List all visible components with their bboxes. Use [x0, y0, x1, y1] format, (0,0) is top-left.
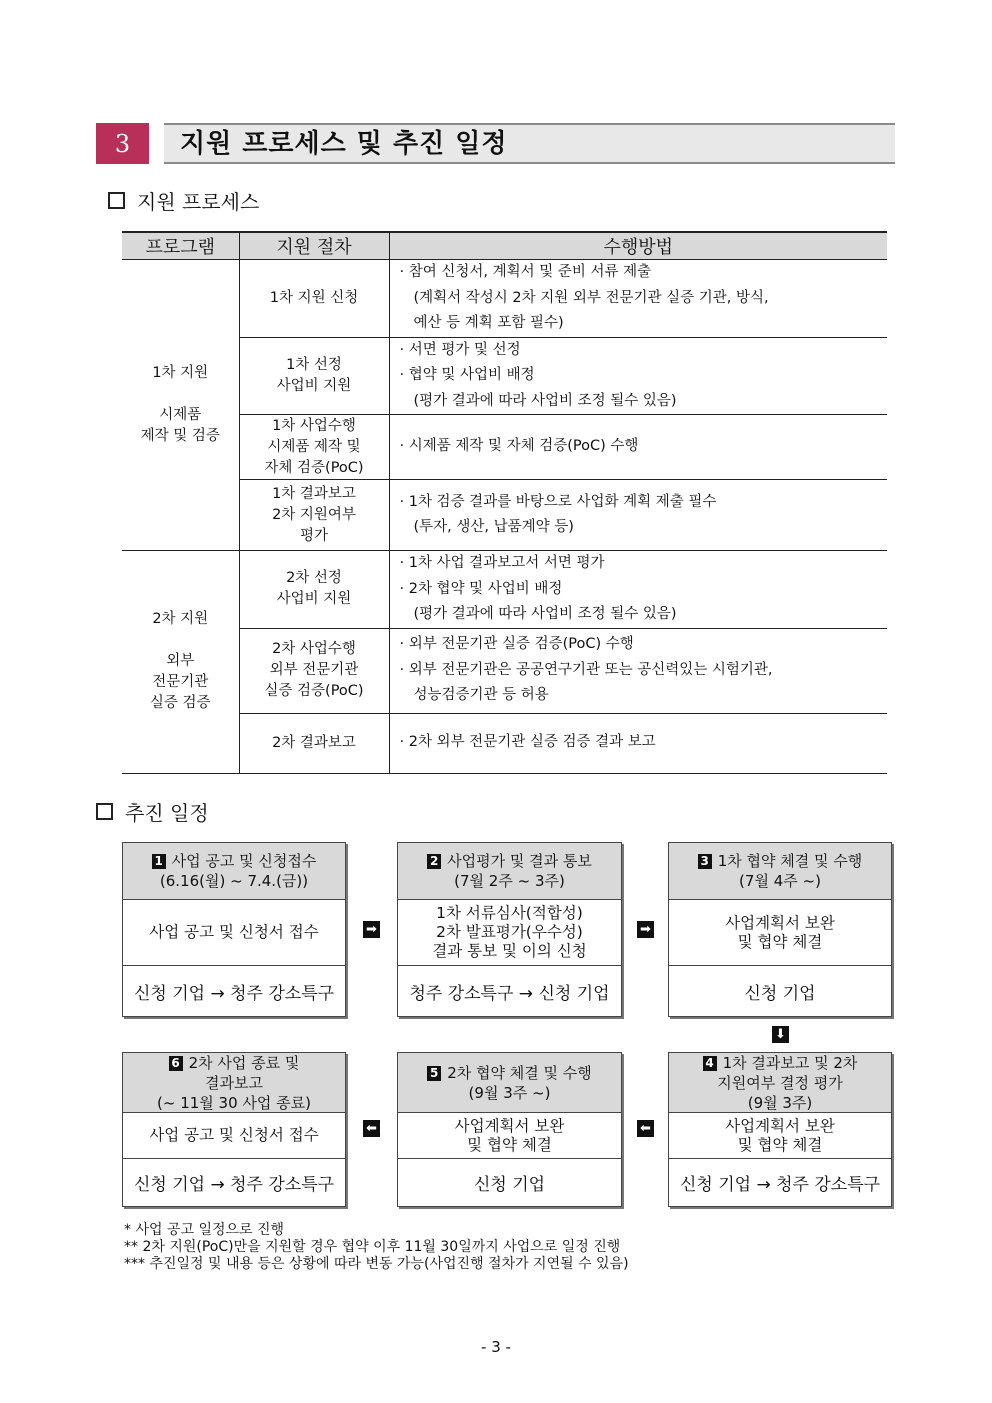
program-2-line: 실증 검증 — [149, 695, 211, 712]
step-number-badge: 6 — [169, 1056, 183, 1071]
step-4-flow: 신청 기업 → 청주 강소특구 — [679, 1175, 881, 1195]
arrow-left-icon: ⬅ — [637, 1120, 654, 1137]
step-cell: 1차 결과보고 2차 지원여부 평가 — [239, 480, 389, 551]
program-2-line: 2차 지원 — [152, 611, 209, 628]
schedule-step-4 — [668, 1052, 892, 1207]
method-cell: · 외부 전문기관 실증 검증(PoC) 수행 · 외부 전문기관은 공공연구기관 또는 공신력있는 시험기관, 성능검증기관 등 허용 — [389, 628, 887, 713]
schedule-step-5 — [397, 1052, 622, 1207]
arrow-down-icon: ⬇ — [772, 1026, 789, 1043]
program-2-line: 전문기관 — [152, 674, 209, 691]
schedule-heading-text: 추진 일정 — [125, 801, 209, 825]
step-6-flow: 신청 기업 → 청주 강소특구 — [133, 1175, 335, 1195]
square-bullet-icon — [108, 192, 125, 209]
step-3-header: 3 1차 협약 체결 및 수행 (7월 4주 ~) — [669, 843, 891, 900]
step-1-header: 1 사업 공고 및 신청접수 (6.16(월) ~ 7.4.(금)) — [123, 843, 345, 900]
method-cell: · 참여 신청서, 계획서 및 준비 서류 제출 (계획서 작성시 2차 지원 외부 전문기관 실증 기관, 방식, 예산 등 계획 포함 필수) — [389, 260, 887, 338]
note-line: * 사업 공고 일정으로 진행 — [124, 1222, 285, 1238]
program-2-line: 외부 — [166, 653, 195, 670]
step-number-badge: 2 — [427, 854, 441, 869]
schedule-step-2 — [397, 842, 622, 1017]
process-table — [122, 231, 887, 774]
schedule-step-3 — [668, 842, 892, 1017]
step-number-badge: 5 — [427, 1066, 441, 1081]
program-1-line: 1차 지원 — [152, 365, 209, 381]
method-cell: · 2차 외부 전문기관 실증 검증 결과 보고 — [389, 713, 887, 773]
step-cell: 1차 지원 신청 — [239, 260, 389, 338]
step-5-header: 5 2차 협약 체결 및 수행 (9월 3주 ~) — [398, 1053, 621, 1113]
program-1-line: 시제품 — [159, 407, 202, 423]
process-heading — [108, 186, 259, 215]
step-5-content: 사업계획서 보완 및 협약 체결 — [398, 1113, 621, 1159]
section-number: 3 — [96, 123, 149, 164]
step-1-flow: 신청 기업 → 청주 강소특구 — [133, 983, 335, 1004]
step-2-flow: 청주 강소특구 → 신청 기업 — [409, 983, 610, 1004]
method-cell: · 서면 평가 및 선정 · 협약 및 사업비 배정 (평가 결과에 따라 사업비 조정 될수 있음) — [389, 337, 887, 415]
method-cell: · 시제품 제작 및 자체 검증(PoC) 수행 — [389, 415, 887, 480]
step-5-flow: 신청 기업 — [473, 1175, 546, 1195]
step-cell: 1차 사업수행 시제품 제작 및 자체 검증(PoC) — [239, 415, 389, 480]
step-3-content: 사업계획서 보완 및 협약 체결 — [669, 900, 891, 966]
program-2-cell — [122, 551, 239, 774]
note-line: *** 추진일정 및 내용 등은 상황에 따라 변동 가능(사업진행 절차가 지연될 수 있음) — [124, 1256, 629, 1272]
schedule-step-6 — [122, 1052, 346, 1207]
step-4-content: 사업계획서 보완 및 협약 체결 — [669, 1113, 891, 1159]
step-6-content: 사업 공고 및 신청서 접수 — [123, 1113, 345, 1159]
section-title: 지원 프로세스 및 추진 일정 — [180, 129, 508, 159]
step-cell: 2차 사업수행 외부 전문기관 실증 검증(PoC) — [239, 628, 389, 713]
arrow-left-icon: ⬅ — [363, 1120, 380, 1137]
arrow-right-icon: ➡ — [363, 921, 380, 938]
process-heading-text: 지원 프로세스 — [137, 190, 260, 214]
method-cell: · 1차 검증 결과를 바탕으로 사업화 계획 제출 필수 (투자, 생산, 납품계약 등) — [389, 480, 887, 551]
program-1-line: 제작 및 검증 — [140, 428, 220, 444]
header-step: 지원 절차 — [239, 232, 389, 260]
note-line: ** 2차 지원(PoC)만을 지원할 경우 협약 이후 11월 30일까지 사업으로 일정 진행 — [124, 1239, 621, 1255]
schedule-step-1 — [122, 842, 346, 1017]
step-cell: 1차 선정 사업비 지원 — [239, 337, 389, 415]
step-number-badge: 3 — [698, 854, 712, 869]
page-number: - 3 - — [481, 1338, 511, 1356]
step-3-flow: 신청 기업 — [744, 983, 816, 1004]
step-1-content: 사업 공고 및 신청서 접수 — [123, 900, 345, 966]
step-2-header: 2 사업평가 및 결과 통보 (7월 2주 ~ 3주) — [398, 843, 621, 900]
square-bullet-icon — [96, 803, 113, 820]
step-2-content: 1차 서류심사(적합성) 2차 발표평가(우수성) 결과 통보 및 이의 신청 — [398, 900, 621, 966]
step-cell: 2차 결과보고 — [239, 713, 389, 773]
schedule-notes — [124, 1222, 629, 1273]
method-cell: · 1차 사업 결과보고서 서면 평가 · 2차 협약 및 사업비 배정 (평가 결과에 따라 사업비 조정 될수 있음) — [389, 551, 887, 629]
step-4-header: 4 1차 결과보고 및 2차 지원여부 결정 평가 (9월 3주) — [669, 1053, 891, 1113]
schedule-heading — [96, 797, 209, 826]
arrow-right-icon: ➡ — [637, 921, 654, 938]
header-program: 프로그램 — [122, 232, 239, 260]
step-number-badge: 1 — [152, 854, 166, 869]
step-cell: 2차 선정 사업비 지원 — [239, 551, 389, 629]
step-6-header: 6 2차 사업 종료 및 결과보고 (~ 11월 30 사업 종료) — [123, 1053, 345, 1113]
header-method: 수행방법 — [389, 232, 887, 260]
program-1-cell — [122, 260, 239, 551]
step-number-badge: 4 — [703, 1056, 717, 1071]
